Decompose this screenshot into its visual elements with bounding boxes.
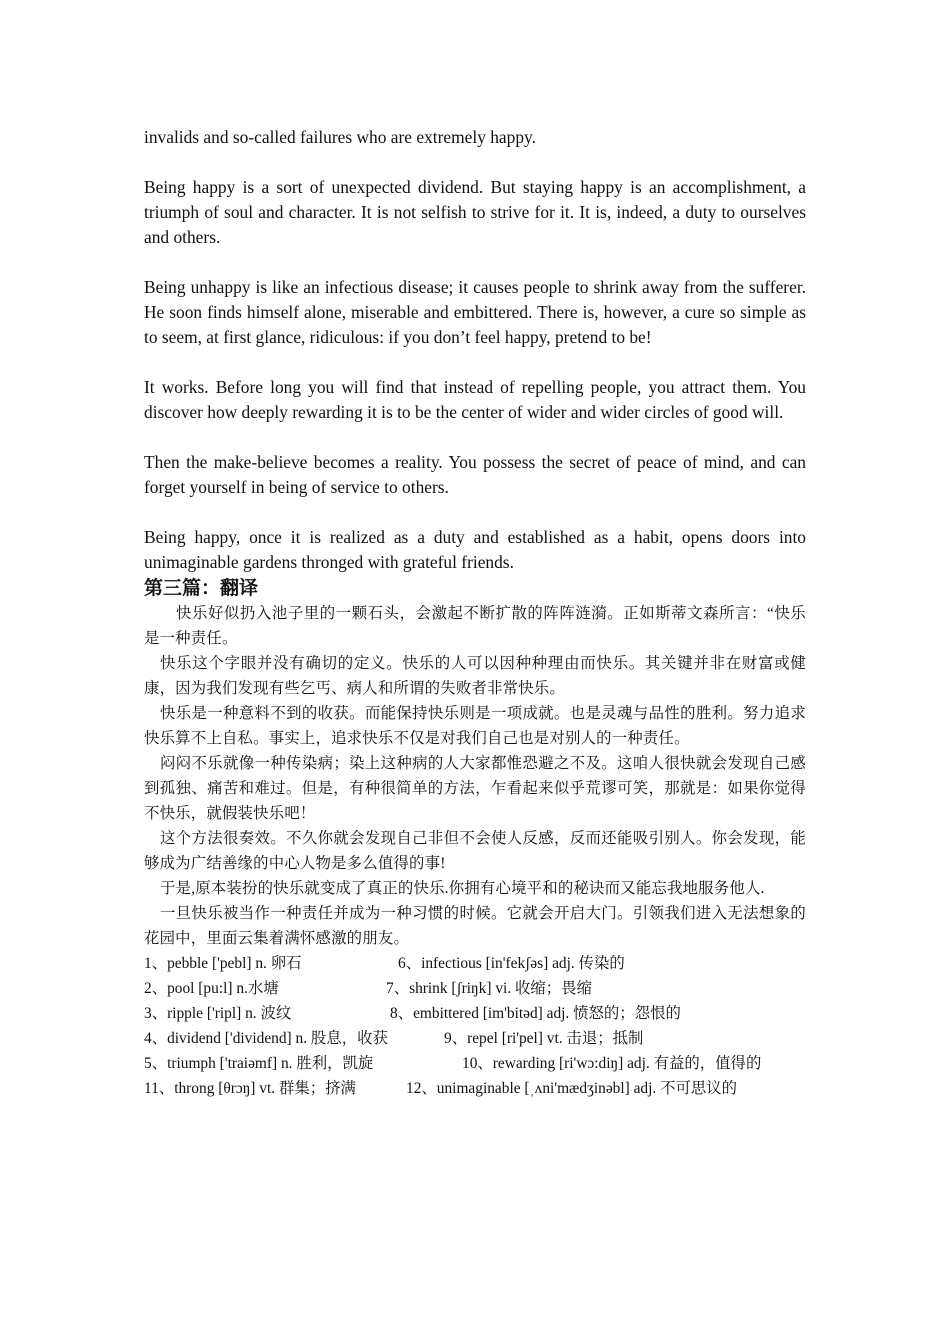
- vocabulary-item: 10、rewarding [ri'wɔ:diŋ] adj. 有益的，值得的: [462, 1055, 762, 1072]
- english-paragraph: Being happy is a sort of unexpected dividend. But staying happy is an accomplishment, a triumph of soul and character. It is not selfish to strive for it. It is, indeed, a duty to ourselves and others.: [144, 177, 806, 247]
- english-paragraph: invalids and so-called failures who are extremely happy.: [144, 127, 536, 147]
- chinese-paragraph: 于是,原本装扮的快乐就变成了真正的快乐.你拥有心境平和的秘诀而又能忘我地服务他人.: [160, 880, 765, 897]
- english-paragraph: Being happy, once it is realized as a duty and established as a habit, opens doors into unimaginable gardens thronged with grateful friends.: [144, 527, 806, 572]
- vocabulary-item: 4、dividend ['dividend] n. 股息，收获: [144, 1030, 388, 1047]
- vocabulary-item: 3、ripple ['ripl] n. 波纹: [144, 1005, 292, 1022]
- vocabulary-row: [144, 951, 806, 976]
- chinese-paragraph: 快乐这个字眼并没有确切的定义。快乐的人可以因种种理由而快乐。其关键并非在财富或健康，因为我们发现有些乞丐、病人和所谓的失败者非常快乐。: [144, 655, 806, 697]
- vocabulary-row: [144, 1026, 806, 1051]
- vocabulary-item: 11、throng [θrɔŋ] vt. 群集；挤满: [144, 1080, 356, 1097]
- vocabulary-item: 1、pebble ['pebl] n. 卵石: [144, 955, 302, 972]
- vocabulary-row: [144, 1051, 806, 1076]
- vocabulary-item: 6、infectious [in'fekʃəs] adj. 传染的: [398, 955, 625, 972]
- vocabulary-list: [144, 951, 806, 1101]
- vocabulary-item: 7、shrink [ʃriŋk] vi. 收缩；畏缩: [386, 980, 592, 997]
- chinese-paragraph: 这个方法很奏效。不久你就会发现自己非但不会使人反感，反而还能吸引别人。你会发现，能够成为广结善缘的中心人物是多么值得的事!: [144, 830, 806, 872]
- vocabulary-row: [144, 1001, 806, 1026]
- chinese-paragraph: 快乐好似扔入池子里的一颗石头，会激起不断扩散的阵阵涟漪。正如斯蒂文森所言：“快乐是一种责任。: [144, 605, 806, 647]
- vocabulary-row: [144, 976, 806, 1001]
- vocabulary-item: 5、triumph ['traiəmf] n. 胜利，凯旋: [144, 1055, 374, 1072]
- chinese-paragraph: 闷闷不乐就像一种传染病；染上这种病的人大家都惟恐避之不及。这咱人很快就会发现自己感到孤独、痛苦和难过。但是，有种很简单的方法，乍看起来似乎荒谬可笑，那就是：如果你觉得不快乐，就假装快乐吧！: [144, 755, 806, 822]
- vocabulary-item: 9、repel [ri'pel] vt. 击退；抵制: [444, 1030, 644, 1047]
- section-title: 第三篇：翻译: [144, 577, 259, 599]
- chinese-paragraph: 快乐是一种意料不到的收获。而能保持快乐则是一项成就。也是灵魂与品性的胜利。努力追求快乐算不上自私。事实上，追求快乐不仅是对我们自己也是对别人的一种责任。: [144, 705, 806, 747]
- english-paragraph: Then the make-believe becomes a reality. You possess the secret of peace of mind, and can forget yourself in being of service to others.: [144, 452, 806, 497]
- vocabulary-item: 8、embittered [im'bitəd] adj. 愤怒的；怨恨的: [390, 1005, 681, 1022]
- english-paragraph: Being unhappy is like an infectious disease; it causes people to shrink away from the sufferer. He soon finds himself alone, miserable and embittered. There is, however, a cure so simple as to seem, at first glance, ridiculous: if you don’t feel happy, pretend to be!: [144, 277, 806, 347]
- english-paragraph: It works. Before long you will find that instead of repelling people, you attract them. You discover how deeply rewarding it is to be the center of wider and wider circles of good will.: [144, 377, 806, 422]
- document-page: [144, 125, 806, 1101]
- vocabulary-item: 2、pool [pu:l] n.水塘: [144, 980, 279, 997]
- chinese-paragraph: 一旦快乐被当作一种责任并成为一种习惯的时候。它就会开启大门。引领我们进入无法想象的花园中，里面云集着满怀感激的朋友。: [144, 905, 806, 947]
- vocabulary-row: [144, 1076, 806, 1101]
- vocabulary-item: 12、unimaginable [ˌʌni'mædʒinəbl] adj. 不可思议的: [406, 1080, 738, 1097]
